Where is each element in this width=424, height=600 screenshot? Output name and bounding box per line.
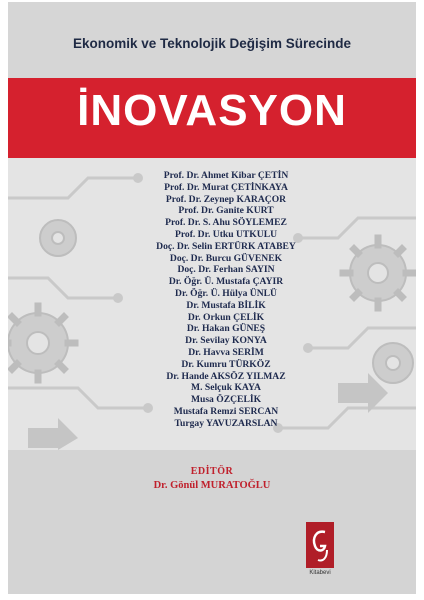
author-name: M. Selçuk KAYA <box>191 382 261 394</box>
author-name: Dr. Mustafa BİLİK <box>186 299 266 311</box>
publisher-name: Kitabevi <box>309 570 331 576</box>
author-name: Prof. Dr. S. Ahu SÖYLEMEZ <box>165 217 287 229</box>
author-name: Dr. Hande AKSÖZ YILMAZ <box>166 370 286 382</box>
book-subtitle: Ekonomik ve Teknolojik Değişim Sürecinde <box>72 36 352 51</box>
author-name: Dr. Öğr. Ü. Hülya ÜNLÜ <box>175 287 277 299</box>
gear-icon <box>373 343 413 383</box>
author-name: Dr. Sevilay KONYA <box>185 335 267 347</box>
arrow-icon <box>28 418 78 450</box>
author-name: Dr. Havva SERİM <box>188 346 264 358</box>
title-band <box>8 78 416 158</box>
author-name: Dr. Öğr. Ü. Mustafa ÇAYIR <box>168 276 284 288</box>
author-list <box>96 170 356 430</box>
author-name: Musa ÖZÇELİK <box>190 394 262 406</box>
author-name: Turgay YAVUZARSLAN <box>174 417 278 429</box>
author-name: Doç. Dr. Ferhan SAYIN <box>177 264 275 276</box>
book-cover <box>8 2 416 594</box>
gear-icon <box>40 220 76 256</box>
author-name: Mustafa Remzi SERCAN <box>173 405 279 417</box>
author-name: Prof. Dr. Murat ÇETİNKAYA <box>164 181 288 193</box>
editor-block <box>8 466 416 491</box>
editor-name: Dr. Gönül MURATOĞLU <box>153 480 271 491</box>
book-title: İNOVASYON <box>77 86 347 135</box>
publisher-logo <box>306 522 334 568</box>
author-name: Doç. Dr. Selin ERTÜRK ATABEY <box>156 240 296 252</box>
author-name: Doç. Dr. Burcu GÜVENEK <box>169 252 283 264</box>
author-name: Prof. Dr. Ahmet Kibar ÇETİN <box>163 170 289 181</box>
author-name: Dr. Hakan GÜNEŞ <box>186 323 266 335</box>
author-name: Prof. Dr. Zeynep KARAÇOR <box>165 193 287 205</box>
editor-label: EDİTÖR <box>190 466 234 477</box>
author-name: Dr. Orkun ÇELİK <box>187 311 265 323</box>
author-name: Prof. Dr. Utku UTKULU <box>174 228 278 240</box>
author-name: Dr. Kumru TÜRKÖZ <box>181 358 271 370</box>
top-band <box>8 2 416 78</box>
author-name: Prof. Dr. Ganite KURT <box>178 205 274 217</box>
